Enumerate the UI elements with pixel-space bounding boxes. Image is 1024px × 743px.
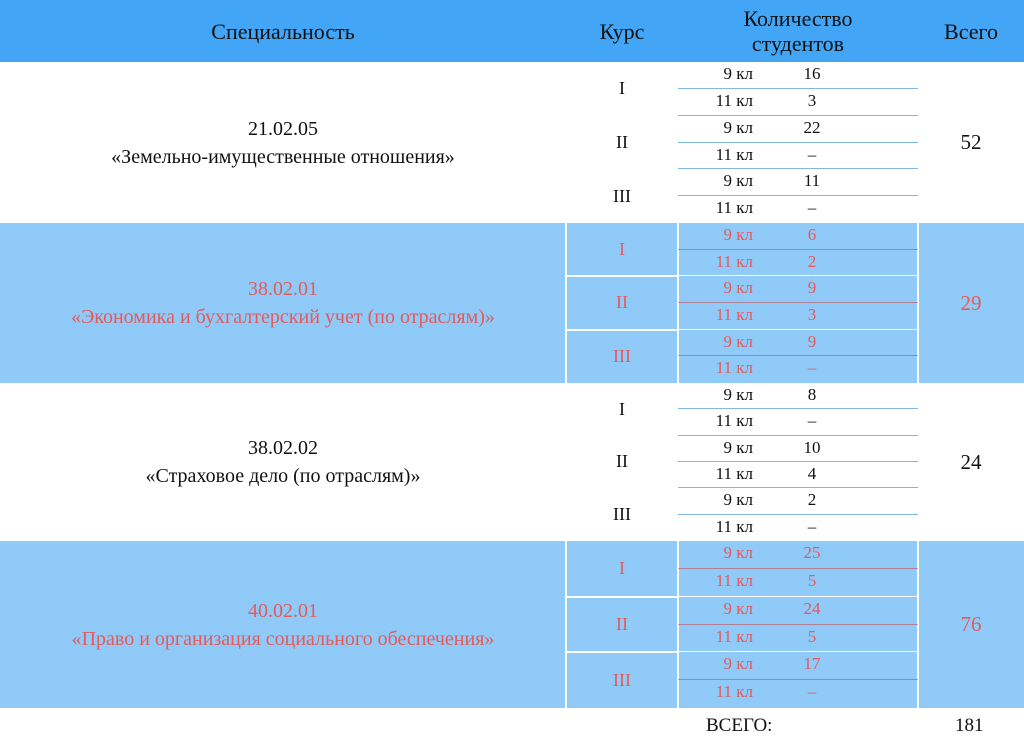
student-count: 11 [803,171,821,191]
row-divider [678,355,918,356]
student-count: 8 [807,385,817,404]
student-count: – [807,358,817,378]
course-label [566,116,678,170]
header-students [678,0,918,62]
header-course [566,0,678,62]
row-divider [678,249,918,250]
course-label [566,597,678,653]
class-label: 9 кл [723,437,753,457]
class-row [678,599,918,625]
row-divider [678,168,918,169]
class-label: 11 кл [715,682,753,702]
class-row [678,171,918,196]
course-label [566,541,678,597]
class-label: 11 кл [715,464,753,483]
class-row [678,118,918,143]
specialty-row [0,223,1024,383]
class-row [678,490,918,514]
student-count: – [807,516,817,536]
header-total-label: Всего [944,18,998,44]
specialty-cell [0,383,566,541]
student-count: 17 [803,654,821,674]
specialty-cell [0,223,566,383]
student-count: 25 [803,543,821,562]
course-label [566,488,678,541]
row-divider [678,408,918,409]
row-divider [678,329,918,330]
student-count: – [807,144,817,164]
specialty-code: 38.02.01 [248,278,318,300]
student-count: 5 [807,626,817,646]
course-label [566,62,678,116]
class-row [678,358,918,383]
row-divider [678,596,918,597]
class-row [678,627,918,653]
row-divider [678,88,918,89]
student-count: – [807,682,817,702]
class-label: 9 кл [723,225,753,244]
class-label: 9 кл [723,171,753,191]
course-number: III [613,504,631,525]
class-row [678,438,918,462]
course-number: I [619,398,625,419]
class-row [678,64,918,89]
course-number: II [616,131,628,152]
student-count: 4 [807,464,817,483]
class-label: 11 кл [715,570,753,590]
course-label [566,652,678,708]
student-count: 16 [803,64,821,83]
course-number: I [619,239,625,260]
header-course-label: Курс [599,18,645,44]
grand-total-label: ВСЕГО: [706,715,773,736]
row-divider [678,302,918,303]
class-row [678,543,918,569]
course-separator [566,329,678,331]
specialty-total [918,383,1024,541]
class-label: 9 кл [723,117,753,137]
class-label: 11 кл [715,90,753,110]
course-number: III [613,345,631,366]
course-number: I [619,558,625,579]
class-label: 9 кл [723,331,753,351]
class-row [678,411,918,435]
class-label: 9 кл [723,654,753,674]
student-count: 9 [807,278,817,298]
class-row [678,278,918,303]
header-specialty [0,0,566,62]
class-label: 9 кл [723,278,753,298]
row-divider [678,142,918,143]
class-row [678,91,918,116]
class-row [678,252,918,277]
class-label: 11 кл [715,305,753,324]
student-count: – [807,411,817,431]
class-row [678,145,918,170]
class-row [678,198,918,223]
student-count: 10 [803,437,821,457]
row-divider [678,487,918,488]
course-label [566,276,678,329]
header-specialty-label: Специальность [211,18,355,44]
class-label: 11 кл [715,358,753,378]
class-label: 11 кл [715,626,753,646]
row-divider [678,195,918,196]
student-count: 2 [807,490,817,510]
student-count: 5 [807,570,817,590]
specialty-name: «Земельно-имущественные отношения» [111,145,455,168]
specialty-row [0,62,1024,223]
student-count: – [807,198,817,218]
row-divider [678,679,918,680]
header-total [918,0,1024,62]
class-label: 9 кл [723,543,753,562]
row-divider [678,461,918,462]
specialty-total-value: 24 [960,449,982,474]
class-row [678,305,918,330]
student-count: 6 [807,225,817,244]
class-row [678,385,918,409]
class-label: 11 кл [715,144,753,164]
specialty-total [918,223,1024,383]
specialty-total [918,541,1024,708]
class-row [678,654,918,680]
specialty-name: «Право и организация социального обеспечения» [71,627,495,650]
course-number: III [613,669,631,690]
class-label: 11 кл [715,198,753,218]
row-divider [678,514,918,515]
class-row [678,332,918,357]
specialty-cell [0,541,566,708]
course-separator [566,275,678,277]
specialty-code: 21.02.05 [248,117,318,140]
row-divider [678,651,918,652]
student-count: 22 [803,117,821,137]
specialty-row [0,541,1024,708]
class-label: 11 кл [715,251,753,271]
course-separator [566,651,678,653]
row-divider [678,435,918,436]
class-row [678,517,918,541]
row-divider [678,275,918,276]
class-label: 9 кл [723,490,753,510]
specialty-row [0,383,1024,541]
course-label [566,223,678,276]
class-row [678,571,918,597]
header-students-line1: Количество [743,6,853,31]
course-label [566,330,678,383]
student-count: 2 [807,251,817,271]
course-label [566,383,678,436]
class-row [678,464,918,488]
course-separator [566,596,678,598]
class-label: 11 кл [715,411,753,431]
class-label: 11 кл [715,516,753,536]
class-row [678,682,918,708]
grand-total-value: 181 [955,715,984,736]
specialty-total-value: 52 [960,130,982,154]
row-divider [678,624,918,625]
class-row [678,225,918,250]
class-label: 9 кл [723,598,753,618]
student-count: 3 [807,305,817,324]
course-number: II [616,292,628,313]
specialty-code: 40.02.01 [248,599,318,622]
row-divider [678,115,918,116]
row-divider [678,568,918,569]
course-label [566,436,678,489]
header-students-line2: студентов [751,31,845,56]
course-number: III [613,185,631,206]
specialty-code: 38.02.02 [248,437,318,459]
specialty-name: «Экономика и бухгалтерский учет (по отраслям)» [71,306,495,328]
course-number: II [616,613,628,634]
specialty-total-value: 76 [960,612,982,636]
specialty-total-value: 29 [960,290,982,315]
student-count: 9 [807,331,817,351]
class-label: 9 кл [723,385,753,404]
student-count: 24 [803,598,821,618]
course-number: II [616,451,628,472]
specialty-total [918,62,1024,223]
course-label [566,169,678,223]
student-count: 3 [807,90,817,110]
course-number: I [619,78,625,99]
specialty-name: «Страховое дело (по отраслям)» [145,465,421,487]
class-label: 9 кл [723,64,753,83]
specialty-cell [0,62,566,223]
